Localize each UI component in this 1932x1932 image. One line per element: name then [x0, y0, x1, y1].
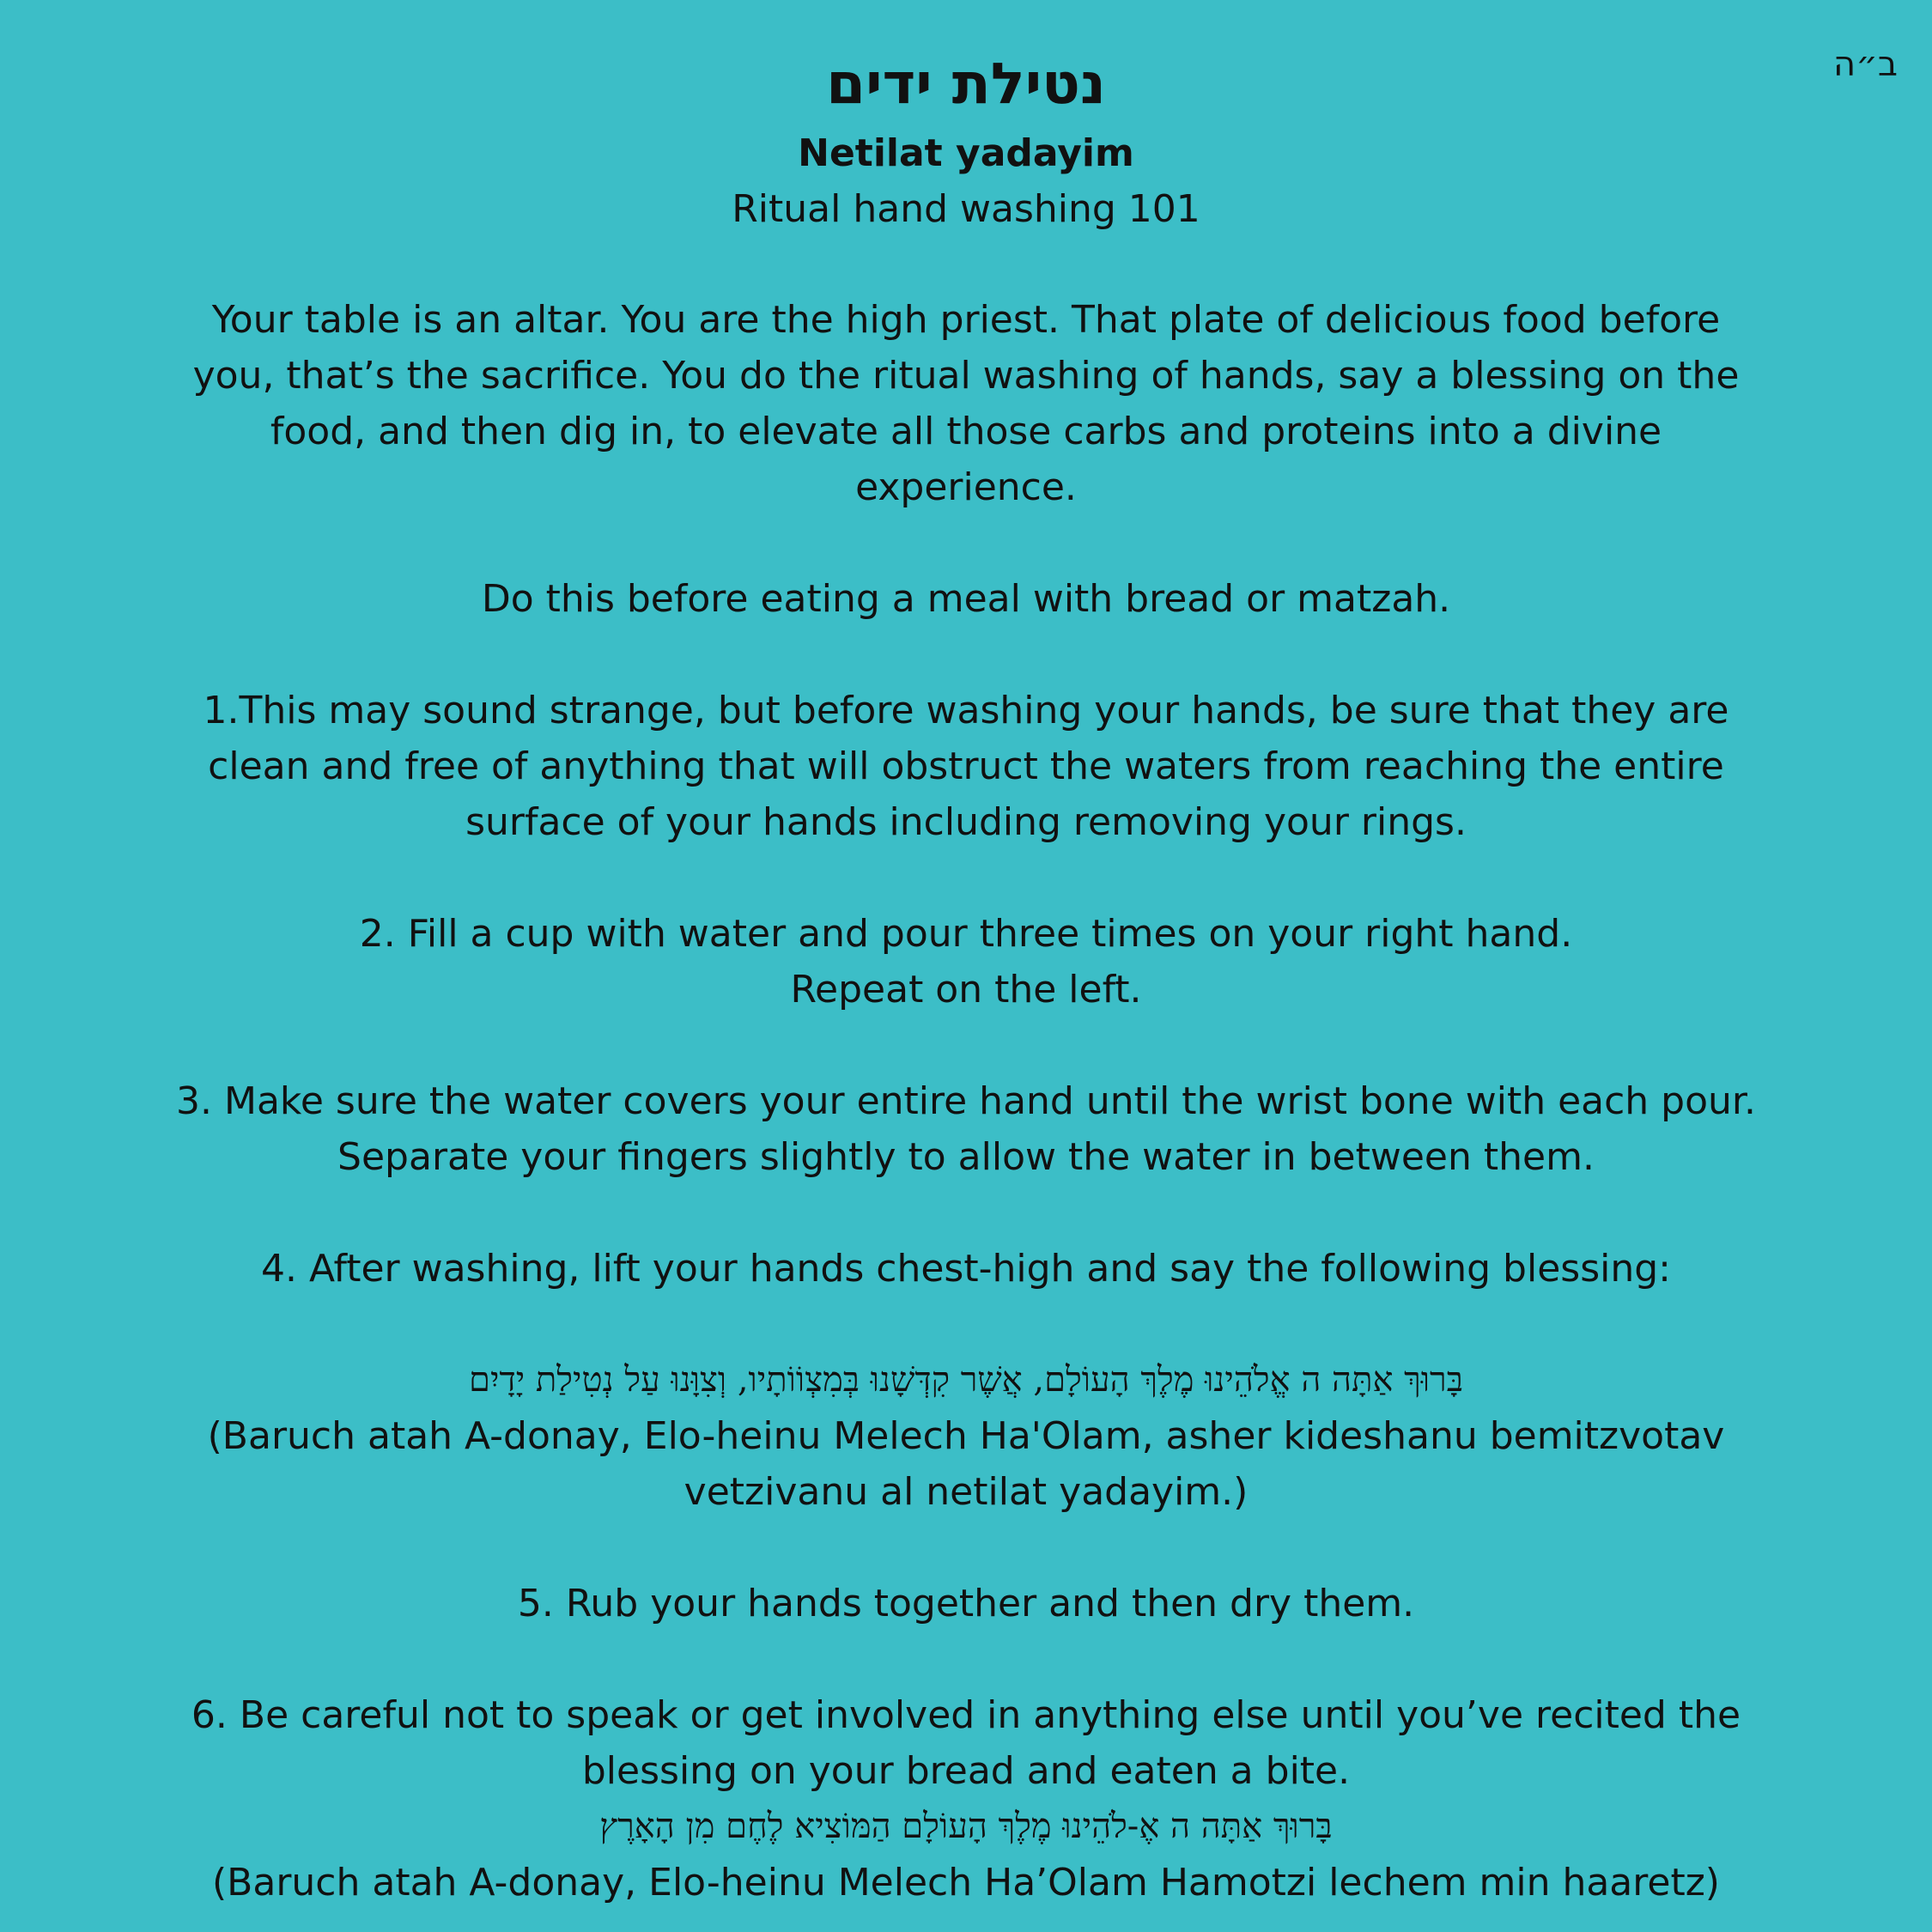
step-2: [94, 906, 1838, 1018]
intro-line: experience.: [855, 465, 1077, 509]
blessing-transliteration: (Baruch atah A-donay, Elo-heinu Melech Ha'Olam, asher kideshanu bemitzvotav: [207, 1414, 1725, 1458]
step-1-line: 1.This may sound strange, but before washing your hands, be sure that they are: [203, 689, 1729, 732]
step-1-line: clean and free of anything that will obstruct the waters from reaching the entire: [208, 744, 1724, 788]
intro-line: food, and then dig in, to elevate all those carbs and proteins into a divine: [270, 410, 1662, 453]
subtitle: Ritual hand washing 101: [732, 187, 1200, 231]
title-hebrew: נטילת ידים: [826, 51, 1106, 117]
blessing-transliteration: vetzivanu al netilat yadayim.): [683, 1470, 1249, 1514]
step-3-line: Separate your fingers slightly to allow the water in between them.: [337, 1135, 1595, 1179]
hamotzi-transliteration: (Baruch atah A-donay, Elo-heinu Melech Ha’Olam Hamotzi lechem min haaretz): [212, 1861, 1720, 1905]
document-content: [94, 43, 1838, 1911]
blessing-hebrew: בָּרוּךְ אַתָּה ה אֱלֹהֵינוּ מֶלֶךְ הָעוֹלָם, אֲשֶׁר קִדְּשָׁנוּ בְּמִצְוֹוֹתָיו, וְצִוָּנוּ עַל נְטִילַת יָדָיִם: [469, 1360, 1463, 1400]
step-6: [94, 1687, 1838, 1911]
netilat-blessing: [94, 1352, 1838, 1520]
intro-line: Your table is an altar. You are the high priest. That plate of delicious food before: [211, 298, 1721, 342]
step-3: [94, 1073, 1838, 1185]
step-4: 4. After washing, lift your hands chest-high and say the following blessing:: [260, 1247, 1671, 1291]
step-2-line: 2. Fill a cup with water and pour three times on your right hand.: [359, 912, 1573, 956]
step-5: 5. Rub your hands together and then dry them.: [517, 1582, 1415, 1625]
intro-paragraph: [94, 292, 1838, 515]
title-english: Netilat yadayim: [798, 131, 1134, 175]
step-2-line: Repeat on the left.: [790, 968, 1142, 1012]
intro-line: you, that’s the sacrifice. You do the ritual washing of hands, say a blessing on the: [192, 354, 1740, 398]
bread-note: Do this before eating a meal with bread or matzah.: [481, 577, 1451, 621]
step-3-line: 3. Make sure the water covers your entire hand until the wrist bone with each pour.: [176, 1079, 1756, 1123]
step-6-line: 6. Be careful not to speak or get involved in anything else until you’ve recited the: [191, 1693, 1741, 1737]
bh-corner-mark: ב״ה: [1832, 45, 1898, 84]
step-1-line: surface of your hands including removing your rings.: [465, 800, 1467, 844]
step-1: [94, 683, 1838, 850]
hamotzi-hebrew: בָּרוּךְ אַתָּה ה אֶ-לֹהֵינוּ מֶלֶךְ הָעוֹלָם הַמּוֹצִיא לֶחֶם מִן הָאָרֶץ: [599, 1807, 1333, 1846]
step-6-line: blessing on your bread and eaten a bite.: [581, 1749, 1351, 1793]
